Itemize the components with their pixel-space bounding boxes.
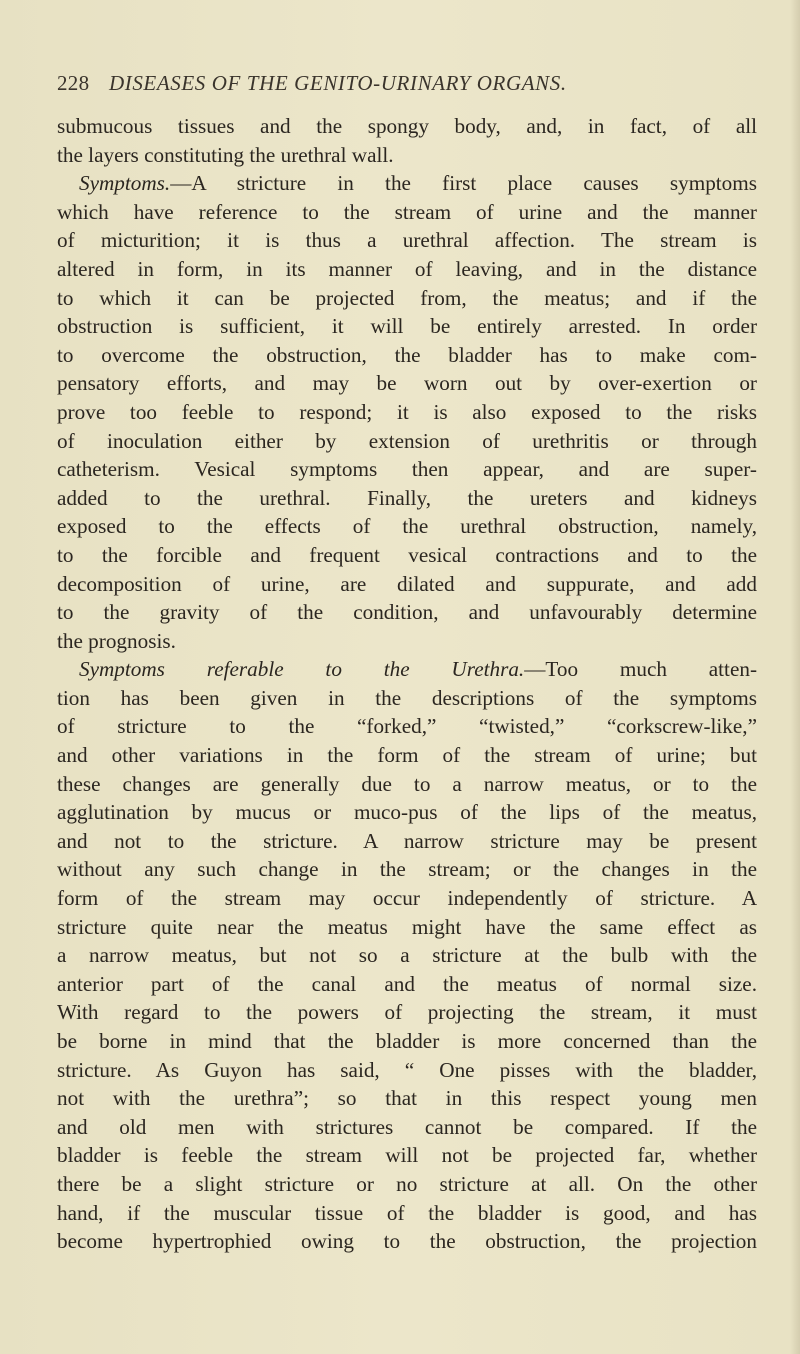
text-line [57, 970, 757, 999]
text-line [57, 798, 757, 827]
line-text: altered in form, in its manner of leaving, and in the distance [57, 256, 757, 281]
text-line [57, 398, 757, 427]
text-line [57, 1027, 757, 1056]
text-line [57, 1199, 757, 1228]
text-line [57, 455, 757, 484]
text-line [57, 570, 757, 599]
line-text: form of the stream may occur independently of stricture. A [57, 886, 757, 911]
line-text: a narrow meatus, but not so a stricture at the bulb with the [57, 943, 757, 968]
line-text: With regard to the powers of projecting the stream, it must [57, 1000, 757, 1025]
line-text: anterior part of the canal and the meatus of normal size. [57, 971, 757, 996]
line-text: —A stricture in the first place causes symptoms [170, 171, 757, 196]
section-heading: Symptoms referable to the Urethra. [79, 657, 525, 682]
section-heading: Symptoms. [79, 171, 171, 196]
text-line [57, 655, 757, 684]
line-text: and old men with strictures cannot be compared. If the [57, 1114, 757, 1139]
line-text: added to the urethral. Finally, the ureters and kidneys [57, 485, 757, 510]
text-line [57, 112, 757, 141]
line-text: of inoculation either by extension of urethritis or through [57, 428, 757, 453]
text-line [57, 226, 757, 255]
line-text: hand, if the muscular tissue of the bladder is good, and has [57, 1200, 757, 1225]
line-text: these changes are generally due to a narrow meatus, or to the [57, 771, 757, 796]
line-text: to the forcible and frequent vesical contractions and to the [57, 542, 757, 567]
line-text: stricture. As Guyon has said, “ One pisses with the bladder, [57, 1057, 757, 1082]
text-line [57, 741, 757, 770]
page-number: 228 [57, 71, 90, 95]
line-text: there be a slight stricture or no stricture at all. On the other [57, 1171, 757, 1196]
line-text: which have reference to the stream of urine and the manner [57, 199, 757, 224]
text-line [57, 827, 757, 856]
text-line [57, 369, 757, 398]
text-line [57, 1170, 757, 1199]
text-line [57, 998, 757, 1027]
text-line [57, 884, 757, 913]
text-line [57, 255, 757, 284]
line-text: the layers constituting the urethral wall. [57, 142, 394, 167]
text-line [57, 1084, 757, 1113]
text-line [57, 484, 757, 513]
line-text: pensatory efforts, and may be worn out by over-exertion or [57, 371, 757, 396]
line-text: prove too feeble to respond; it is also exposed to the risks [57, 399, 757, 424]
line-text: agglutination by mucus or muco-pus of the lips of the meatus, [57, 800, 757, 825]
text-line [57, 1113, 757, 1142]
line-text: catheterism. Vesical symptoms then appear, and are super- [57, 457, 757, 482]
running-title: DISEASES OF THE GENITO-URINARY ORGANS. [108, 71, 567, 95]
text-line [57, 1056, 757, 1085]
line-text: submucous tissues and the spongy body, and, in fact, of all [57, 114, 757, 138]
text-line [57, 312, 757, 341]
line-text: —Too much atten- [524, 657, 757, 682]
line-text: obstruction is sufficient, it will be entirely arrested. In order [57, 314, 757, 339]
page-edge-shadow [790, 0, 800, 1354]
text-line [57, 1141, 757, 1170]
line-text: exposed to the effects of the urethral obstruction, namely, [57, 514, 757, 539]
line-text: to the gravity of the condition, and unfavourably determine [57, 600, 757, 625]
line-text: stricture quite near the meatus might have the same effect as [57, 914, 757, 939]
text-line [57, 855, 757, 884]
text-line [57, 712, 757, 741]
line-text: decomposition of urine, are dilated and suppurate, and add [57, 571, 757, 596]
line-text: and not to the stricture. A narrow stricture may be present [57, 828, 757, 853]
text-line [57, 427, 757, 456]
line-text: to overcome the obstruction, the bladder has to make com- [57, 342, 757, 367]
body-text [57, 112, 757, 1256]
line-text: without any such change in the stream; or the changes in the [57, 857, 757, 882]
line-text: not with the urethra”; so that in this respect young men [57, 1086, 757, 1111]
line-text: of micturition; it is thus a urethral affection. The stream is [57, 228, 757, 253]
text-line [57, 1227, 757, 1256]
text-line [57, 169, 757, 198]
text-line [57, 512, 757, 541]
text-line [57, 598, 757, 627]
line-text: become hypertrophied owing to the obstruction, the projection [57, 1229, 757, 1254]
text-line [57, 770, 757, 799]
line-text: of stricture to the “forked,” “twisted,” “corkscrew-like,” [57, 714, 757, 739]
running-head [57, 70, 757, 96]
text-line [57, 341, 757, 370]
line-text: the prognosis. [57, 628, 176, 653]
line-text: bladder is feeble the stream will not be projected far, whether [57, 1143, 757, 1168]
text-line [57, 284, 757, 313]
text-line [57, 141, 757, 170]
line-text: tion has been given in the descriptions of the symptoms [57, 685, 757, 710]
text-line [57, 627, 757, 656]
text-line [57, 541, 757, 570]
line-text: to which it can be projected from, the meatus; and if the [57, 285, 757, 310]
text-line [57, 941, 757, 970]
text-line [57, 198, 757, 227]
text-line [57, 684, 757, 713]
line-text: and other variations in the form of the stream of urine; but [57, 743, 757, 768]
line-text: be borne in mind that the bladder is more concerned than the [57, 1029, 757, 1053]
text-line [57, 913, 757, 942]
